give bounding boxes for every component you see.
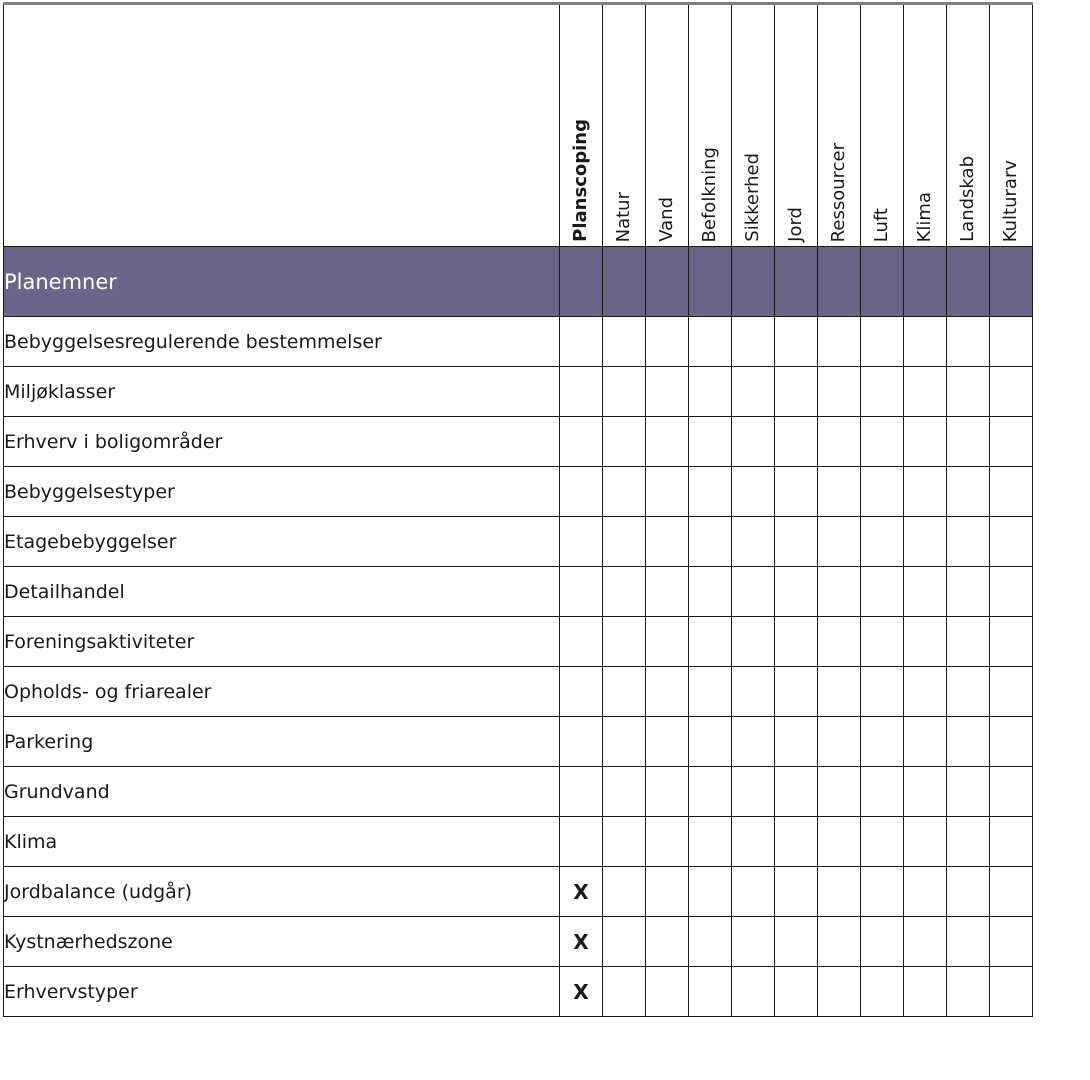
matrix-cell-vand: [646, 917, 689, 967]
matrix-cell-luft: [861, 617, 904, 667]
matrix-cell-klima: [904, 567, 947, 617]
row-label: Klima: [4, 817, 560, 867]
section-header-cell: [560, 247, 603, 317]
matrix-cell-landskab: [947, 667, 990, 717]
matrix-cell-landskab: [947, 567, 990, 617]
column-header-label: Planscoping: [570, 119, 592, 242]
column-header-label: Landskab: [957, 156, 979, 242]
table-row-parkering: [4, 717, 1033, 767]
matrix-cell-luft: [861, 567, 904, 617]
row-label: Bebyggelsestyper: [4, 467, 560, 517]
section-header-cell: [646, 247, 689, 317]
matrix-cell-klima: [904, 417, 947, 467]
column-header-label: Befolkning: [699, 146, 721, 242]
column-header-label: Ressourcer: [828, 142, 850, 242]
matrix-cell-luft: [861, 517, 904, 567]
matrix-cell-planscoping: [560, 367, 603, 417]
section-header-cell: [818, 247, 861, 317]
matrix-cell-vand: [646, 467, 689, 517]
matrix-cell-jord: [775, 417, 818, 467]
matrix-cell-ressourcer: [818, 317, 861, 367]
row-label: Kystnærhedszone: [4, 917, 560, 967]
matrix-cell-landskab: [947, 917, 990, 967]
matrix-cell-vand: [646, 667, 689, 717]
matrix-cell-sikkerhed: [732, 617, 775, 667]
matrix-cell-natur: [603, 667, 646, 717]
table-row-opholds-og-friarealer: [4, 667, 1033, 717]
matrix-cell-sikkerhed: [732, 667, 775, 717]
matrix-cell-sikkerhed: [732, 867, 775, 917]
matrix-cell-kulturarv: [990, 617, 1033, 667]
matrix-cell-landskab: [947, 767, 990, 817]
matrix-cell-luft: [861, 717, 904, 767]
matrix-cell-befolkning: [689, 967, 732, 1017]
matrix-cell-jord: [775, 517, 818, 567]
matrix-cell-luft: [861, 967, 904, 1017]
matrix-cell-sikkerhed: [732, 317, 775, 367]
column-header-natur: [603, 4, 646, 247]
row-label: Jordbalance (udgår): [4, 867, 560, 917]
matrix-cell-ressourcer: [818, 417, 861, 467]
matrix-cell-luft: [861, 767, 904, 817]
matrix-cell-jord: [775, 867, 818, 917]
matrix-cell-planscoping: [560, 317, 603, 367]
matrix-cell-planscoping: [560, 567, 603, 617]
section-header-cell: [904, 247, 947, 317]
matrix-cell-ressourcer: [818, 367, 861, 417]
matrix-cell-jord: [775, 617, 818, 667]
matrix-cell-landskab: [947, 717, 990, 767]
matrix-cell-jord: [775, 567, 818, 617]
matrix-cell-natur: [603, 817, 646, 867]
matrix-cell-klima: [904, 467, 947, 517]
table-row-klima: [4, 817, 1033, 867]
matrix-cell-klima: [904, 817, 947, 867]
matrix-cell-sikkerhed: [732, 517, 775, 567]
column-header-sikkerhed: [732, 4, 775, 247]
page: [0, 2, 1090, 1080]
column-header-ressourcer: [818, 4, 861, 247]
matrix-cell-ressourcer: [818, 567, 861, 617]
matrix-cell-jord: [775, 317, 818, 367]
matrix-cell-kulturarv: [990, 567, 1033, 617]
column-header-planscoping: [560, 4, 603, 247]
matrix-cell-klima: [904, 717, 947, 767]
matrix-cell-natur: [603, 967, 646, 1017]
matrix-cell-sikkerhed: [732, 567, 775, 617]
matrix-cell-befolkning: [689, 567, 732, 617]
column-header-klima: [904, 4, 947, 247]
x-mark: X: [573, 929, 589, 954]
table-row-detailhandel: [4, 567, 1033, 617]
matrix-cell-ressourcer: [818, 517, 861, 567]
matrix-cell-landskab: [947, 367, 990, 417]
matrix-cell-landskab: [947, 817, 990, 867]
matrix-cell-natur: [603, 767, 646, 817]
matrix-cell-sikkerhed: [732, 817, 775, 867]
matrix-cell-luft: [861, 467, 904, 517]
matrix-cell-landskab: [947, 617, 990, 667]
matrix-cell-vand: [646, 417, 689, 467]
corner-cell: [4, 4, 560, 247]
matrix-cell-natur: [603, 567, 646, 617]
matrix-cell-natur: [603, 617, 646, 667]
matrix-cell-natur: [603, 917, 646, 967]
column-header-label: Kulturarv: [1000, 159, 1022, 242]
section-header-row: [4, 247, 1033, 317]
matrix-cell-planscoping: [560, 517, 603, 567]
matrix-cell-jord: [775, 467, 818, 517]
column-header-label: Klima: [914, 191, 936, 242]
matrix-cell-landskab: [947, 517, 990, 567]
matrix-cell-luft: [861, 917, 904, 967]
table-row-bebyggelsestyper: [4, 467, 1033, 517]
matrix-cell-jord: [775, 967, 818, 1017]
column-header-vand: [646, 4, 689, 247]
matrix-cell-befolkning: [689, 317, 732, 367]
matrix-cell-planscoping: [560, 867, 603, 917]
matrix-cell-planscoping: [560, 917, 603, 967]
column-header-label: Vand: [656, 197, 678, 242]
section-header-cell: [861, 247, 904, 317]
matrix-cell-vand: [646, 367, 689, 417]
row-label: Erhvervstyper: [4, 967, 560, 1017]
column-header-befolkning: [689, 4, 732, 247]
matrix-cell-klima: [904, 317, 947, 367]
matrix-cell-klima: [904, 617, 947, 667]
matrix-cell-ressourcer: [818, 817, 861, 867]
matrix-cell-natur: [603, 417, 646, 467]
matrix-cell-kulturarv: [990, 467, 1033, 517]
section-header-cell: [603, 247, 646, 317]
table-row-foreningsaktiviteter: [4, 617, 1033, 667]
matrix-cell-befolkning: [689, 617, 732, 667]
matrix-cell-vand: [646, 967, 689, 1017]
matrix-cell-planscoping: [560, 417, 603, 467]
table-row-etagebebyggelser: [4, 517, 1033, 567]
matrix-cell-klima: [904, 867, 947, 917]
matrix-cell-ressourcer: [818, 667, 861, 717]
matrix-cell-ressourcer: [818, 717, 861, 767]
matrix-cell-klima: [904, 967, 947, 1017]
row-label: Erhverv i boligområder: [4, 417, 560, 467]
matrix-cell-befolkning: [689, 717, 732, 767]
matrix-cell-planscoping: [560, 817, 603, 867]
matrix-cell-luft: [861, 417, 904, 467]
matrix-cell-luft: [861, 667, 904, 717]
matrix-cell-luft: [861, 367, 904, 417]
matrix-cell-vand: [646, 517, 689, 567]
matrix-cell-jord: [775, 817, 818, 867]
matrix-cell-ressourcer: [818, 917, 861, 967]
matrix-cell-natur: [603, 717, 646, 767]
matrix-cell-ressourcer: [818, 867, 861, 917]
matrix-cell-befolkning: [689, 517, 732, 567]
column-header-landskab: [947, 4, 990, 247]
section-header-cell: [990, 247, 1033, 317]
table-row-grundvand: [4, 767, 1033, 817]
matrix-cell-planscoping: [560, 717, 603, 767]
matrix-cell-klima: [904, 517, 947, 567]
matrix-cell-natur: [603, 367, 646, 417]
matrix-cell-landskab: [947, 867, 990, 917]
matrix-cell-jord: [775, 917, 818, 967]
matrix-cell-sikkerhed: [732, 967, 775, 1017]
table-row-erhvervstyper: [4, 967, 1033, 1017]
column-header-label: Sikkerhed: [742, 153, 764, 242]
matrix-cell-klima: [904, 667, 947, 717]
matrix-cell-sikkerhed: [732, 767, 775, 817]
matrix-cell-klima: [904, 767, 947, 817]
row-label: Bebyggelsesregulerende bestemmelser: [4, 317, 560, 367]
matrix-cell-kulturarv: [990, 867, 1033, 917]
matrix-cell-planscoping: [560, 467, 603, 517]
row-label: Foreningsaktiviteter: [4, 617, 560, 667]
matrix-cell-befolkning: [689, 917, 732, 967]
matrix-cell-vand: [646, 317, 689, 367]
matrix-cell-planscoping: [560, 617, 603, 667]
matrix-cell-kulturarv: [990, 767, 1033, 817]
matrix-cell-vand: [646, 867, 689, 917]
matrix-cell-landskab: [947, 317, 990, 367]
section-header-cell: [775, 247, 818, 317]
matrix-cell-natur: [603, 867, 646, 917]
matrix-cell-kulturarv: [990, 917, 1033, 967]
matrix-cell-jord: [775, 767, 818, 817]
matrix-cell-landskab: [947, 467, 990, 517]
matrix-cell-ressourcer: [818, 467, 861, 517]
column-header-label: Luft: [871, 207, 893, 242]
matrix-cell-sikkerhed: [732, 417, 775, 467]
matrix-cell-klima: [904, 917, 947, 967]
matrix-cell-befolkning: [689, 767, 732, 817]
row-label: Parkering: [4, 717, 560, 767]
matrix-cell-kulturarv: [990, 717, 1033, 767]
matrix-cell-sikkerhed: [732, 367, 775, 417]
column-header-kulturarv: [990, 4, 1033, 247]
table-row-erhverv-i-boligomr-der: [4, 417, 1033, 467]
matrix-cell-natur: [603, 467, 646, 517]
matrix-cell-befolkning: [689, 367, 732, 417]
matrix-cell-ressourcer: [818, 767, 861, 817]
matrix-cell-luft: [861, 317, 904, 367]
row-label: Miljøklasser: [4, 367, 560, 417]
column-header-label: Natur: [613, 191, 635, 242]
matrix-cell-planscoping: [560, 967, 603, 1017]
matrix-cell-luft: [861, 817, 904, 867]
matrix-cell-kulturarv: [990, 967, 1033, 1017]
matrix-cell-klima: [904, 367, 947, 417]
matrix-cell-jord: [775, 367, 818, 417]
table-row-bebyggelsesregulerende-bestemmelser: [4, 317, 1033, 367]
matrix-cell-vand: [646, 717, 689, 767]
matrix-cell-ressourcer: [818, 617, 861, 667]
matrix-cell-planscoping: [560, 667, 603, 717]
column-header-jord: [775, 4, 818, 247]
matrix-cell-vand: [646, 567, 689, 617]
matrix-cell-vand: [646, 767, 689, 817]
matrix-cell-sikkerhed: [732, 917, 775, 967]
matrix-cell-jord: [775, 717, 818, 767]
section-header-cell: [732, 247, 775, 317]
x-mark: X: [573, 879, 589, 904]
matrix-cell-landskab: [947, 417, 990, 467]
row-label: Etagebebyggelser: [4, 517, 560, 567]
matrix-cell-kulturarv: [990, 417, 1033, 467]
table-row-jordbalance-udg-r-: [4, 867, 1033, 917]
matrix-cell-befolkning: [689, 867, 732, 917]
matrix-cell-planscoping: [560, 767, 603, 817]
x-mark: X: [573, 979, 589, 1004]
table-row-milj-klasser: [4, 367, 1033, 417]
matrix-cell-kulturarv: [990, 667, 1033, 717]
matrix-cell-kulturarv: [990, 517, 1033, 567]
matrix-cell-kulturarv: [990, 817, 1033, 867]
section-header-cell: [947, 247, 990, 317]
matrix-cell-natur: [603, 517, 646, 567]
matrix-cell-befolkning: [689, 417, 732, 467]
matrix-cell-sikkerhed: [732, 467, 775, 517]
matrix-cell-vand: [646, 617, 689, 667]
table-row-kystn-rhedszone: [4, 917, 1033, 967]
matrix-cell-landskab: [947, 967, 990, 1017]
row-label: Grundvand: [4, 767, 560, 817]
matrix-cell-sikkerhed: [732, 717, 775, 767]
section-header-cell: [689, 247, 732, 317]
section-header-label: Planemner: [4, 247, 560, 317]
matrix-cell-vand: [646, 817, 689, 867]
matrix-cell-befolkning: [689, 817, 732, 867]
plan-scoping-matrix-table: [3, 2, 1033, 1017]
matrix-cell-befolkning: [689, 467, 732, 517]
column-header-label: Jord: [785, 207, 807, 242]
matrix-cell-luft: [861, 867, 904, 917]
matrix-cell-kulturarv: [990, 367, 1033, 417]
matrix-cell-jord: [775, 667, 818, 717]
matrix-cell-natur: [603, 317, 646, 367]
matrix-cell-befolkning: [689, 667, 732, 717]
column-header-row: [4, 4, 1033, 247]
matrix-cell-ressourcer: [818, 967, 861, 1017]
row-label: Opholds- og friarealer: [4, 667, 560, 717]
column-header-luft: [861, 4, 904, 247]
matrix-cell-kulturarv: [990, 317, 1033, 367]
row-label: Detailhandel: [4, 567, 560, 617]
